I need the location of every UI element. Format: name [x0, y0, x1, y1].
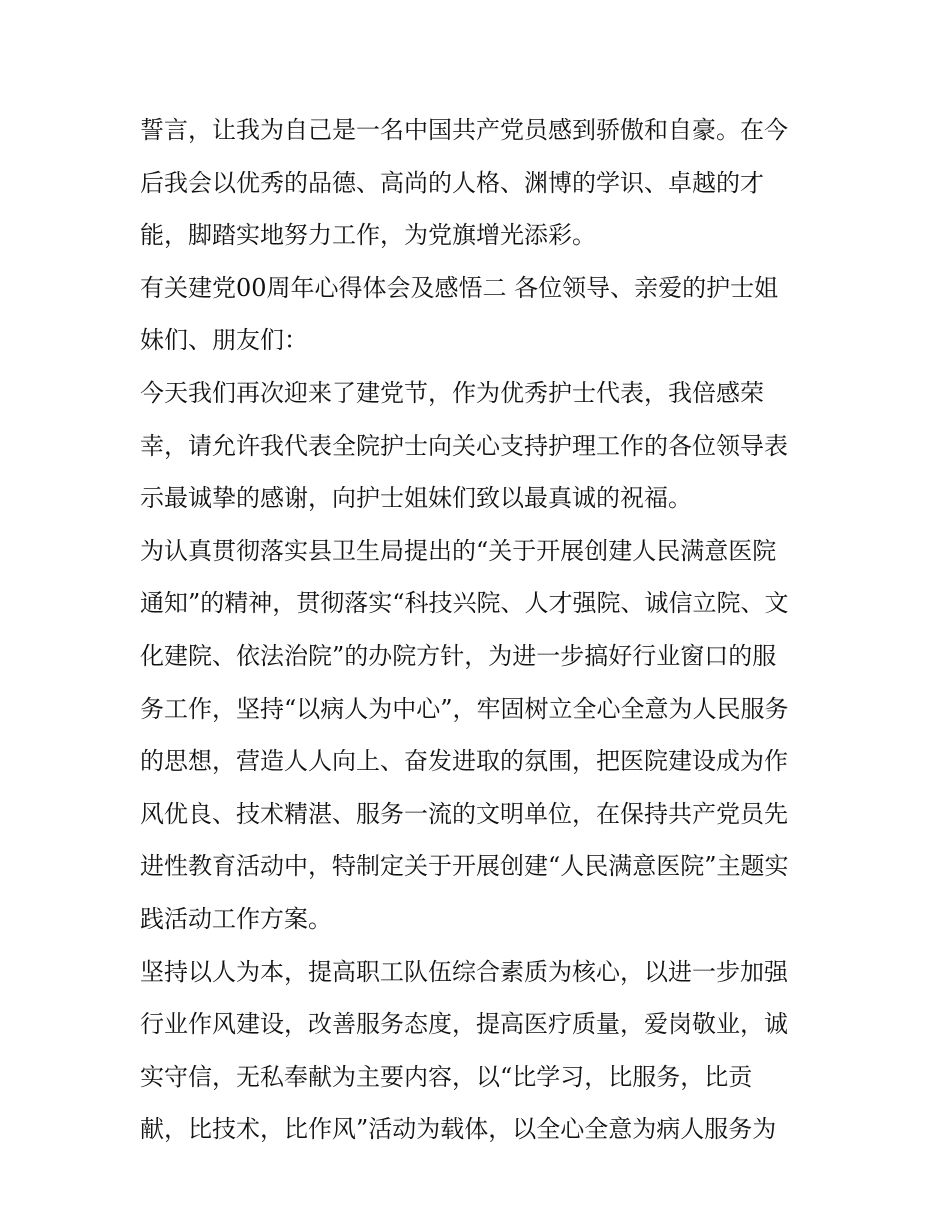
text-line: 能，脚踏实地努力工作，为党旗增光添彩。	[140, 221, 596, 250]
text-line: 有关建党00周年心得体会及感悟二 各位领导、亲爱的护士姐	[140, 273, 779, 302]
text-line: 为认真贯彻落实县卫生局提出的“关于开展创建人民满意医院	[140, 536, 777, 565]
paragraph-plan	[140, 525, 820, 946]
text-line: 践活动工作方案。	[140, 904, 332, 933]
document-body	[140, 104, 820, 1156]
text-line: 幸，请允许我代表全院护士向关心支持护理工作的各位领导表	[140, 431, 788, 460]
text-line: 进性教育活动中，特制定关于开展创建“人民满意医院”主题实	[140, 852, 789, 881]
paragraph-oath	[140, 104, 820, 262]
text-line: 妹们、朋友们：	[140, 326, 308, 355]
text-line: 后我会以优秀的品德、高尚的人格、渊博的学识、卓越的才	[140, 168, 764, 197]
text-line: 今天我们再次迎来了建党节，作为优秀护士代表，我倍感荣	[140, 378, 764, 407]
paragraph-heading	[140, 262, 820, 367]
text-line: 化建院、依法治院”的办院方针，为进一步搞好行业窗口的服	[140, 641, 777, 670]
text-line: 行业作风建设，改善服务态度，提高医疗质量，爱岗敬业，诚	[140, 1010, 788, 1039]
text-line: 务工作，坚持“以病人为中心”，牢固树立全心全意为人民服务	[140, 694, 789, 723]
paragraph-principles	[140, 946, 820, 1156]
text-line: 示最诚挚的感谢，向护士姐妹们致以最真诚的祝福。	[140, 484, 692, 513]
text-line: 通知”的精神，贯彻落实“科技兴院、人才强院、诚信立院、文	[140, 589, 789, 618]
text-line: 坚持以人为本，提高职工队伍综合素质为核心，以进一步加强	[140, 957, 788, 986]
paragraph-greeting	[140, 367, 820, 525]
text-line: 实守信，无私奉献为主要内容，以“比学习，比服务，比贡	[140, 1062, 753, 1091]
text-line: 风优良、技术精湛、服务一流的文明单位，在保持共产党员先	[140, 799, 788, 828]
text-line: 誓言，让我为自己是一名中国共产党员感到骄傲和自豪。在今	[140, 116, 788, 144]
text-line: 献，比技术，比作风”活动为载体，以全心全意为病人服务为	[140, 1115, 777, 1144]
text-line: 的思想，营造人人向上、奋发进取的氛围，把医院建设成为作	[140, 747, 788, 776]
